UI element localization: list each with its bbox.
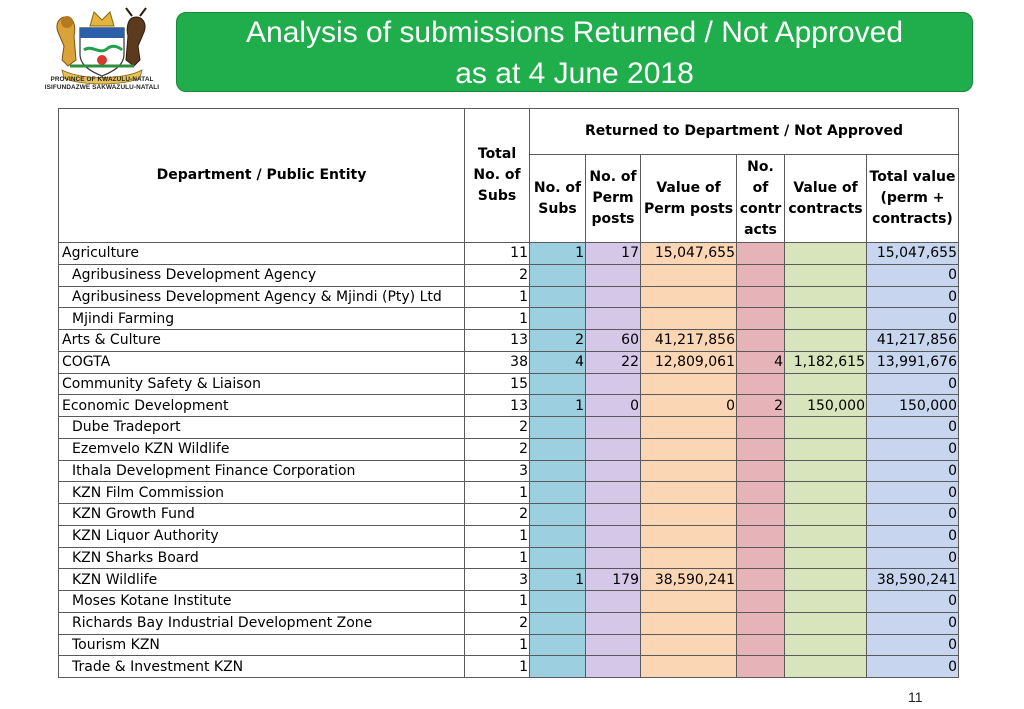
cell-contracts [737, 591, 785, 613]
cell-perm-value: 41,217,856 [641, 330, 737, 352]
cell-name: Dube Tradeport [59, 417, 465, 439]
cell-subs [530, 286, 586, 308]
cell-total-value: 0 [867, 308, 959, 330]
cell-perm [586, 482, 641, 504]
cell-total-value: 0 [867, 547, 959, 569]
cell-contracts [737, 330, 785, 352]
cell-total: 1 [465, 591, 530, 613]
cell-perm: 179 [586, 569, 641, 591]
table-row [59, 634, 959, 656]
cell-subs: 1 [530, 569, 586, 591]
cell-subs [530, 612, 586, 634]
cell-perm-value [641, 634, 737, 656]
table-row [59, 460, 959, 482]
cell-total-value: 0 [867, 373, 959, 395]
cell-perm-value: 38,590,241 [641, 569, 737, 591]
cell-perm [586, 634, 641, 656]
cell-perm-value [641, 438, 737, 460]
header-total-subs: Total No. of Subs [465, 109, 530, 243]
header-no-subs: No. of Subs [530, 155, 586, 243]
cell-subs: 2 [530, 330, 586, 352]
cell-name: Trade & Investment KZN [59, 656, 465, 678]
cell-total: 2 [465, 612, 530, 634]
cell-total: 1 [465, 547, 530, 569]
cell-perm-value [641, 286, 737, 308]
cell-total: 3 [465, 569, 530, 591]
cell-contracts [737, 264, 785, 286]
cell-contract-value [785, 634, 867, 656]
cell-total-value: 41,217,856 [867, 330, 959, 352]
cell-contracts [737, 243, 785, 265]
cell-perm-value: 12,809,061 [641, 351, 737, 373]
cell-name: Ithala Development Finance Corporation [59, 460, 465, 482]
cell-subs [530, 308, 586, 330]
table-row [59, 482, 959, 504]
cell-subs [530, 438, 586, 460]
cell-total: 11 [465, 243, 530, 265]
cell-total: 2 [465, 438, 530, 460]
cell-subs [530, 591, 586, 613]
cell-subs [530, 482, 586, 504]
cell-perm [586, 656, 641, 678]
cell-perm [586, 612, 641, 634]
cell-perm-value [641, 308, 737, 330]
cell-subs [530, 417, 586, 439]
table-row [59, 504, 959, 526]
cell-name: Economic Development [59, 395, 465, 417]
table-row [59, 525, 959, 547]
cell-total: 13 [465, 330, 530, 352]
table-row [59, 569, 959, 591]
cell-subs [530, 373, 586, 395]
cell-total: 15 [465, 373, 530, 395]
cell-name: Richards Bay Industrial Development Zone [59, 612, 465, 634]
cell-contracts [737, 634, 785, 656]
cell-contract-value [785, 482, 867, 504]
cell-total: 2 [465, 264, 530, 286]
table-row [59, 308, 959, 330]
cell-contract-value [785, 656, 867, 678]
header-value-contracts: Value of contracts [785, 155, 867, 243]
table-row [59, 612, 959, 634]
cell-name: KZN Growth Fund [59, 504, 465, 526]
cell-contracts [737, 504, 785, 526]
table-row [59, 351, 959, 373]
cell-subs [530, 264, 586, 286]
cell-contracts [737, 417, 785, 439]
cell-contract-value: 150,000 [785, 395, 867, 417]
table-row [59, 243, 959, 265]
logo-caption-line2: ISIFUNDAZWE SAKWAZULU-NATALI [44, 84, 160, 91]
cell-total: 3 [465, 460, 530, 482]
cell-perm [586, 504, 641, 526]
cell-total-value: 0 [867, 417, 959, 439]
submissions-table [58, 108, 959, 678]
cell-perm [586, 417, 641, 439]
cell-total-value: 13,991,676 [867, 351, 959, 373]
cell-contracts [737, 308, 785, 330]
cell-total-value: 38,590,241 [867, 569, 959, 591]
cell-total-value: 0 [867, 438, 959, 460]
table-row [59, 417, 959, 439]
cell-perm [586, 591, 641, 613]
logo-caption-line1: PROVINCE OF KWAZULU-NATAL [50, 76, 154, 83]
cell-name: COGTA [59, 351, 465, 373]
cell-perm: 17 [586, 243, 641, 265]
cell-subs [530, 504, 586, 526]
cell-total: 2 [465, 504, 530, 526]
cell-total: 1 [465, 286, 530, 308]
cell-perm-value [641, 504, 737, 526]
cell-perm-value [641, 547, 737, 569]
header-no-perm-posts: No. of Perm posts [586, 155, 641, 243]
cell-name: KZN Film Commission [59, 482, 465, 504]
cell-contract-value [785, 330, 867, 352]
cell-perm-value: 0 [641, 395, 737, 417]
cell-total-value: 0 [867, 591, 959, 613]
cell-name: Arts & Culture [59, 330, 465, 352]
cell-total: 1 [465, 482, 530, 504]
cell-perm-value [641, 417, 737, 439]
table-row [59, 395, 959, 417]
title-banner [176, 12, 973, 92]
cell-contracts [737, 547, 785, 569]
cell-contracts [737, 569, 785, 591]
cell-name: Agribusiness Development Agency & Mjindi (Pty) Ltd [59, 286, 465, 308]
cell-total-value: 0 [867, 612, 959, 634]
cell-perm-value [641, 656, 737, 678]
cell-contract-value [785, 373, 867, 395]
header-total-value: Total value (perm + contracts) [867, 155, 959, 243]
cell-contracts [737, 460, 785, 482]
cell-contracts: 4 [737, 351, 785, 373]
cell-perm-value [641, 525, 737, 547]
cell-contract-value [785, 504, 867, 526]
cell-perm: 22 [586, 351, 641, 373]
cell-subs: 1 [530, 395, 586, 417]
table-row [59, 547, 959, 569]
cell-subs: 1 [530, 243, 586, 265]
cell-contracts [737, 373, 785, 395]
cell-perm [586, 525, 641, 547]
cell-contracts [737, 438, 785, 460]
cell-contract-value [785, 243, 867, 265]
cell-total: 1 [465, 634, 530, 656]
cell-name: Community Safety & Liaison [59, 373, 465, 395]
cell-perm [586, 373, 641, 395]
cell-name: Agribusiness Development Agency [59, 264, 465, 286]
cell-total-value: 0 [867, 634, 959, 656]
table-row [59, 330, 959, 352]
page-title-line1: Analysis of submissions Returned / Not Approved [246, 16, 903, 49]
page-number: 11 [908, 689, 923, 705]
cell-total-value: 150,000 [867, 395, 959, 417]
cell-total: 1 [465, 656, 530, 678]
cell-contracts [737, 482, 785, 504]
cell-perm [586, 438, 641, 460]
cell-contract-value [785, 264, 867, 286]
table-row [59, 373, 959, 395]
cell-contract-value [785, 308, 867, 330]
cell-subs [530, 634, 586, 656]
cell-perm [586, 264, 641, 286]
cell-name: Tourism KZN [59, 634, 465, 656]
cell-contract-value [785, 569, 867, 591]
table-row [59, 656, 959, 678]
cell-perm-value: 15,047,655 [641, 243, 737, 265]
cell-name: KZN Sharks Board [59, 547, 465, 569]
cell-contract-value [785, 460, 867, 482]
cell-perm [586, 460, 641, 482]
cell-subs [530, 547, 586, 569]
cell-total: 2 [465, 417, 530, 439]
cell-total: 13 [465, 395, 530, 417]
cell-perm [586, 547, 641, 569]
cell-total: 1 [465, 308, 530, 330]
cell-subs [530, 656, 586, 678]
cell-perm-value [641, 482, 737, 504]
cell-total-value: 15,047,655 [867, 243, 959, 265]
cell-perm: 60 [586, 330, 641, 352]
cell-total-value: 0 [867, 264, 959, 286]
cell-name: Mjindi Farming [59, 308, 465, 330]
header-value-perm-posts: Value of Perm posts [641, 155, 737, 243]
cell-name: KZN Liquor Authority [59, 525, 465, 547]
cell-total-value: 0 [867, 460, 959, 482]
cell-contract-value [785, 417, 867, 439]
header-department: Department / Public Entity [59, 109, 465, 243]
cell-total-value: 0 [867, 482, 959, 504]
cell-total: 1 [465, 525, 530, 547]
cell-contracts [737, 612, 785, 634]
cell-perm: 0 [586, 395, 641, 417]
cell-total-value: 0 [867, 286, 959, 308]
cell-perm-value [641, 264, 737, 286]
cell-subs: 4 [530, 351, 586, 373]
cell-subs [530, 460, 586, 482]
cell-contracts [737, 525, 785, 547]
cell-name: Ezemvelo KZN Wildlife [59, 438, 465, 460]
cell-contract-value [785, 612, 867, 634]
cell-perm [586, 286, 641, 308]
cell-name: Moses Kotane Institute [59, 591, 465, 613]
cell-contract-value [785, 438, 867, 460]
cell-contract-value: 1,182,615 [785, 351, 867, 373]
cell-total-value: 0 [867, 525, 959, 547]
cell-perm [586, 308, 641, 330]
cell-perm-value [641, 591, 737, 613]
cell-contract-value [785, 525, 867, 547]
table-row [59, 264, 959, 286]
cell-name: KZN Wildlife [59, 569, 465, 591]
cell-contracts [737, 656, 785, 678]
cell-perm-value [641, 373, 737, 395]
cell-total-value: 0 [867, 656, 959, 678]
cell-total: 38 [465, 351, 530, 373]
table-row [59, 286, 959, 308]
cell-subs [530, 525, 586, 547]
cell-name: Agriculture [59, 243, 465, 265]
cell-contract-value [785, 591, 867, 613]
cell-contract-value [785, 547, 867, 569]
cell-contracts: 2 [737, 395, 785, 417]
header-group-returned: Returned to Department / Not Approved [530, 109, 959, 155]
page-title-line2: as at 4 June 2018 [455, 57, 694, 90]
table-row [59, 591, 959, 613]
table-row [59, 438, 959, 460]
cell-contracts [737, 286, 785, 308]
cell-perm-value [641, 612, 737, 634]
cell-total-value: 0 [867, 504, 959, 526]
cell-perm-value [641, 460, 737, 482]
header-no-contracts: No. of contr acts [737, 155, 785, 243]
cell-contract-value [785, 286, 867, 308]
